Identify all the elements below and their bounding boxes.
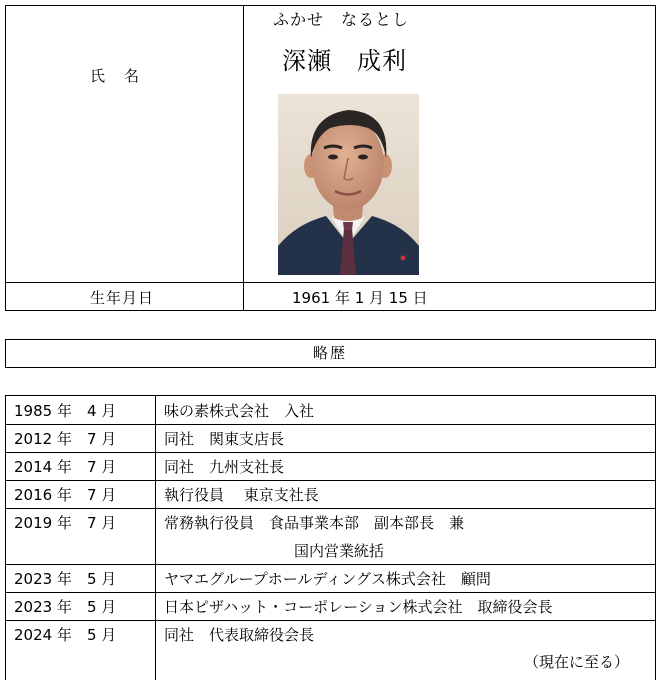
career-row-date: 2012 年 7 月 — [14, 430, 117, 448]
career-row-description: 執行役員 東京支社長 — [164, 486, 319, 504]
name-kana: ふかせ なるとし — [273, 10, 410, 29]
career-row-date: 2019 年 7 月 — [14, 514, 117, 532]
career-row-description: 常務執行役員 食品事業本部 副本部長 兼 — [164, 514, 465, 532]
name-kanji: 深瀬 成利 — [282, 47, 407, 75]
career-row-date: 2016 年 7 月 — [14, 486, 117, 504]
career-row-date: 2023 年 5 月 — [14, 570, 117, 588]
career-row-description: ヤマエグループホールディングス株式会社 顧問 — [164, 570, 491, 588]
career-row-divider — [5, 620, 656, 621]
career-row-date: 1985 年 4 月 — [14, 402, 117, 420]
career-row-description: 同社 九州支社長 — [164, 458, 285, 476]
profile-row-divider — [5, 282, 656, 283]
career-row-description: 味の素株式会社 入社 — [164, 402, 315, 420]
career-row-description: 同社 代表取締役会長 — [164, 626, 315, 644]
career-section-title: 略歴 — [313, 344, 348, 362]
career-row-date: 2023 年 5 月 — [14, 598, 117, 616]
career-row-divider — [5, 508, 656, 509]
career-row-divider — [5, 424, 656, 425]
career-row-description-continued: （現在に至る） — [524, 653, 630, 671]
career-row-divider — [5, 452, 656, 453]
career-row-description-continued: 国内営業統括 — [294, 542, 385, 560]
career-column-divider — [155, 395, 156, 680]
career-row-date: 2024 年 5 月 — [14, 626, 117, 644]
career-row-description: 日本ピザハット・コーポレーション株式会社 取締役会長 — [164, 598, 553, 616]
career-row-divider — [5, 480, 656, 481]
career-row-date: 2014 年 7 月 — [14, 458, 117, 476]
birth-date-value: 1961 年 1 月 15 日 — [292, 289, 428, 307]
career-row-divider — [5, 592, 656, 593]
profile-column-divider — [243, 5, 244, 311]
portrait-photo — [278, 94, 419, 275]
birth-date-label: 生年月日 — [90, 289, 155, 307]
career-row-divider — [5, 564, 656, 565]
name-label: 氏 名 — [90, 67, 142, 85]
career-row-description: 同社 関東支店長 — [164, 430, 285, 448]
